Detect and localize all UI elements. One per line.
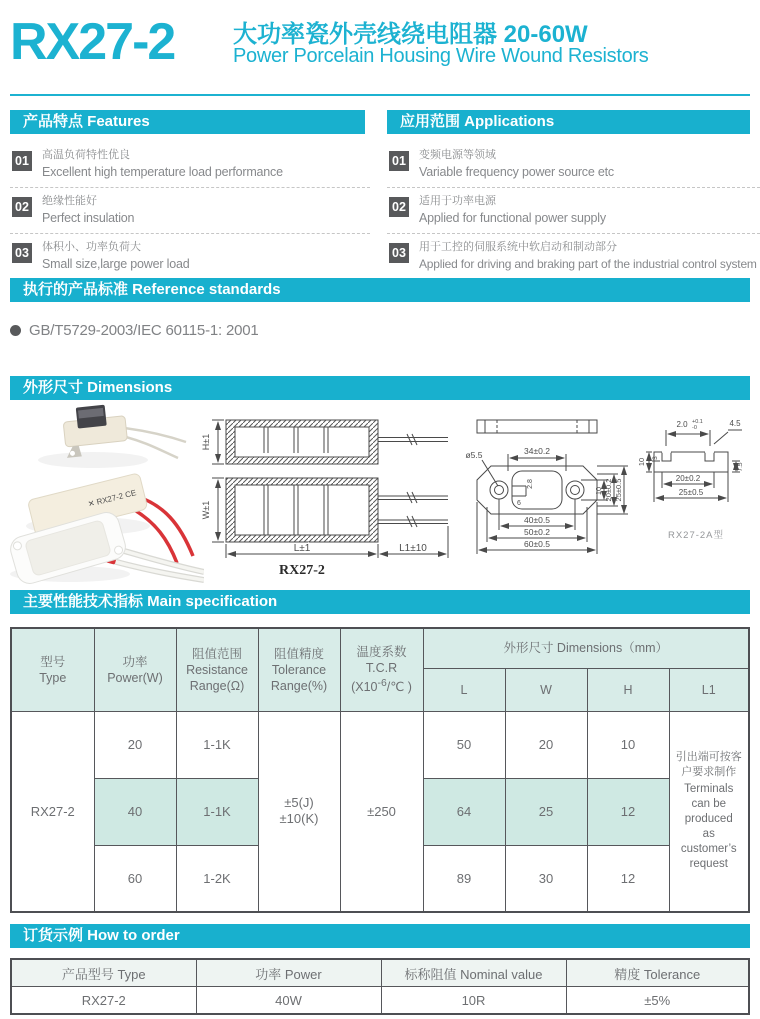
table-row (11, 987, 749, 1015)
dim-label: 20±0.2 (604, 478, 613, 502)
dim-label: 10 (637, 457, 646, 467)
technical-drawing-rx27-2a-plan (452, 408, 642, 580)
features-list (10, 142, 370, 279)
col-header-W: W (505, 668, 587, 711)
col-header-L1: L1 (669, 668, 749, 711)
col-header-type: 型号 Type (11, 628, 94, 711)
dim-label: 60±0.5 (524, 539, 550, 549)
number-badge: 03 (12, 243, 32, 263)
dim-label: 2.8 (527, 479, 534, 489)
cell-range: 1-1K (176, 778, 258, 845)
order-col-nominal: 标称阻值 Nominal value (381, 959, 566, 987)
technical-drawing-rx27-2a-end (636, 410, 756, 560)
cell-tcr: ±250 (340, 711, 423, 912)
order-cell-tolerance: ±5% (566, 987, 749, 1015)
dim-label: H±1 (201, 433, 211, 451)
cell-power: 40 (94, 778, 176, 845)
section-bar-standards: 执行的产品标准 Reference standards (10, 278, 750, 302)
section-bar-dimensions: 外形尺寸 Dimensions (10, 376, 750, 400)
feature-text-zh: 绝缘性能好 (42, 195, 97, 207)
dim-label: 25±0.5 (614, 478, 623, 502)
cell-L: 50 (423, 711, 505, 778)
bullet-icon (10, 325, 21, 336)
application-text-zh: 用于工控的伺服系统中软启动和制动部分 (419, 241, 617, 253)
list-item (10, 233, 370, 279)
order-col-type: 产品型号 Type (11, 959, 196, 987)
header-divider (10, 94, 750, 96)
technical-drawing-rx27-2 (198, 408, 456, 578)
cell-H: 12 (587, 778, 669, 845)
list-item (387, 187, 760, 233)
list-item (10, 142, 370, 187)
dim-label: W±1 (201, 500, 211, 520)
feature-text-zh: 高温负荷特性优良 (42, 149, 130, 161)
cell-type: RX27-2 (11, 711, 94, 912)
section-bar-specification: 主要性能技术指标 Main specification (10, 590, 750, 614)
dim-label: 3 (652, 456, 659, 460)
order-cell-type: RX27-2 (11, 987, 196, 1015)
drawing-caption: RX27-2A型 (667, 530, 725, 541)
feature-text-en: Excellent high temperature load performance (42, 165, 283, 179)
dim-label: L1±10 (399, 543, 427, 554)
feature-text-en: Perfect insulation (42, 211, 135, 225)
dim-label: 50±0.2 (524, 527, 550, 537)
number-badge: 01 (12, 151, 32, 171)
product-photos-illustration (8, 398, 204, 584)
svg-text:✕ RX27-2 CE: ✕ RX27-2 CE (87, 488, 138, 509)
number-badge: 02 (389, 197, 409, 217)
page-title-zh: 大功率瓷外壳线绕电阻器 20-60W (233, 21, 588, 48)
col-header-power: 功率 Power(W) (94, 628, 176, 711)
cell-L: 89 (423, 845, 505, 912)
product-model-title: RX27-2 (10, 13, 175, 71)
list-item (387, 142, 760, 187)
order-cell-nominal: 10R (381, 987, 566, 1015)
cell-W: 20 (505, 711, 587, 778)
dim-label: 34±0.2 (524, 446, 550, 456)
application-text-en: Applied for functional power supply (419, 211, 606, 225)
dim-label: 20±0.2 (675, 474, 701, 483)
number-badge: 02 (12, 197, 32, 217)
dim-label: -0 (692, 425, 697, 431)
dim-label: 4.5 (729, 419, 741, 428)
col-header-L: L (423, 668, 505, 711)
dim-label: +0.1 (692, 419, 703, 425)
dim-label: ø5.5 (465, 450, 483, 460)
cell-tolerance: ±5(J) ±10(K) (258, 711, 340, 912)
order-cell-power: 40W (196, 987, 381, 1015)
table-row (11, 711, 749, 778)
application-text-zh: 变频电源等领域 (419, 149, 496, 161)
cell-L: 64 (423, 778, 505, 845)
number-badge: 01 (389, 151, 409, 171)
list-item (10, 187, 370, 233)
cell-H: 10 (587, 711, 669, 778)
order-col-power: 功率 Power (196, 959, 381, 987)
section-bar-applications: 应用范围 Applications (387, 110, 750, 134)
cell-l1-note: 引出端可按客户要求制作 Terminals can be produced as customer’s request (669, 711, 749, 912)
dim-label: 10 (594, 486, 603, 496)
list-item (387, 233, 760, 279)
cell-range: 1-2K (176, 845, 258, 912)
cell-W: 25 (505, 778, 587, 845)
col-header-dimensions-group: 外形尺寸 Dimensions（mm） (423, 628, 749, 668)
page-title-en: Power Porcelain Housing Wire Wound Resistors (233, 45, 649, 67)
col-header-H: H (587, 668, 669, 711)
section-bar-how-to-order: 订货示例 How to order (10, 924, 750, 948)
application-text-zh: 适用于功率电源 (419, 195, 496, 207)
cell-H: 12 (587, 845, 669, 912)
cell-power: 20 (94, 711, 176, 778)
cell-range: 1-1K (176, 711, 258, 778)
number-badge: 03 (389, 243, 409, 263)
dim-label: L±1 (293, 543, 311, 554)
dim-label: 7.5 (737, 462, 744, 472)
feature-text-en: Small size,large power load (42, 257, 190, 271)
specification-table (10, 627, 750, 913)
dim-label: 2.0 (676, 420, 688, 429)
dim-label: 6 (517, 500, 521, 507)
standard-text: GB/T5729-2003/IEC 60115-1: 2001 (29, 322, 259, 339)
section-bar-features: 产品特点 Features (10, 110, 365, 134)
cell-power: 60 (94, 845, 176, 912)
application-text-en: Applied for driving and braking part of the industrial control system (419, 257, 757, 271)
order-col-tolerance: 精度 Tolerance (566, 959, 749, 987)
standard-entry (10, 322, 259, 339)
cell-W: 30 (505, 845, 587, 912)
col-header-resistance-range: 阻值范围 Resistance Range(Ω) (176, 628, 258, 711)
feature-text-zh: 体积小、功率负荷大 (42, 241, 141, 253)
drawing-caption: RX27-2 (279, 563, 325, 578)
dim-label: 25±0.5 (678, 488, 704, 497)
col-header-tcr: 温度系数 T.C.R ($X10^{-6}/℃$ ) (340, 628, 423, 711)
application-text-en: Variable frequency power source etc (419, 165, 614, 179)
col-header-tolerance: 阻值精度 Tolerance Range(%) (258, 628, 340, 711)
order-example-table (10, 958, 750, 1015)
dim-label: 40±0.5 (524, 515, 550, 525)
applications-list (387, 142, 760, 279)
